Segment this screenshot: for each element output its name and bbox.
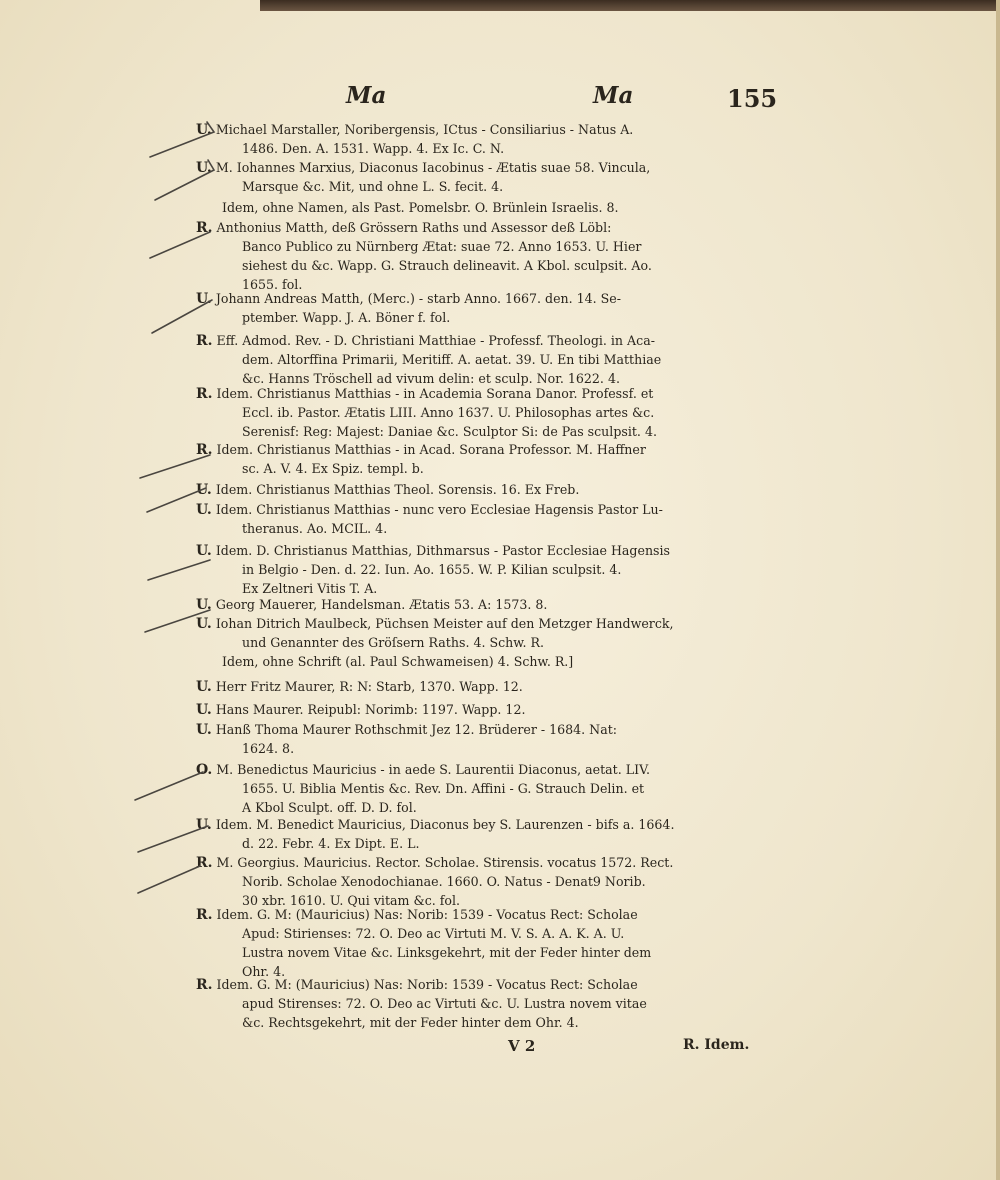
entry-text: Herr Fritz Maurer, R: N: Starb, 1370. Wapp. 12. bbox=[211, 679, 523, 694]
format-mark: U. bbox=[196, 291, 212, 307]
entry-first-line bbox=[196, 700, 758, 719]
entry-line: Norib. Scholae Xenodochianae. 1660. O. Natus - Denat9 Norib. bbox=[242, 874, 646, 889]
format-mark: R. bbox=[196, 855, 213, 871]
page-top-shadow bbox=[260, 0, 1000, 11]
entry-first-line bbox=[196, 120, 758, 139]
entry-first-line bbox=[196, 158, 758, 177]
entry-line: sc. A. V. 4. Ex Spiz. templ. b. bbox=[242, 461, 424, 476]
entry-line: 1486. Den. A. 1531. Wapp. 4. Ex Ic. C. N. bbox=[242, 141, 505, 156]
entry-line: Eccl. ib. Pastor. Ætatis LIII. Anno 1637. U. Philosophas artes &c. bbox=[242, 405, 655, 420]
entry-first-line bbox=[196, 595, 758, 614]
format-mark: U. bbox=[196, 722, 212, 738]
entry-line: Apud: Stirienses: 72. O. Deo ac Virtuti M. V. S. A. A. K. A. U. bbox=[242, 926, 625, 941]
entry-text: Idem. Christianus Matthias - nunc vero Ecclesiae Hagensis Pastor Lu- bbox=[211, 502, 663, 517]
format-mark: U. bbox=[196, 817, 212, 833]
format-mark: R. bbox=[196, 220, 213, 236]
catalogue-entry bbox=[196, 720, 758, 758]
entry-text: Idem. G. M: (Mauricius) Nas: Norib: 1539 - Vocatus Rect: Scholae bbox=[212, 977, 638, 992]
running-head-left: Ma bbox=[346, 82, 387, 109]
catalogue-entry bbox=[196, 700, 758, 719]
entry-line: Idem, ohne Schrift (al. Paul Schwameisen) 4. Schw. R.] bbox=[222, 654, 574, 669]
catalogue-entry bbox=[196, 440, 758, 478]
entry-text: Iohan Ditrich Maulbeck, Püchsen Meister auf den Metzger Handwerck, bbox=[211, 616, 674, 631]
catalogue-entry bbox=[196, 853, 758, 910]
entry-text: Idem. Christianus Matthias - in Academia Sorana Danor. Professf. et bbox=[212, 386, 654, 401]
entry-first-line bbox=[196, 541, 758, 560]
format-mark: O. bbox=[196, 762, 213, 778]
entry-first-line bbox=[196, 975, 758, 994]
entry-text: Idem. Christianus Matthias Theol. Sorensis. 16. Ex Freb. bbox=[211, 482, 580, 497]
entry-first-line bbox=[196, 677, 758, 696]
format-mark: U. bbox=[196, 597, 212, 613]
catalogue-entry bbox=[222, 198, 784, 217]
running-head-right: Ma bbox=[593, 82, 634, 109]
entry-first-line bbox=[196, 905, 758, 924]
entry-text: Idem. G. M: (Mauricius) Nas: Norib: 1539 - Vocatus Rect: Scholae bbox=[212, 907, 638, 922]
format-mark: R. bbox=[196, 977, 213, 993]
catalogue-entry bbox=[196, 614, 758, 652]
entry-first-line bbox=[196, 480, 758, 499]
entry-first-line bbox=[196, 384, 758, 403]
format-mark: U. bbox=[196, 122, 212, 138]
entry-first-line bbox=[196, 331, 758, 350]
catalogue-entry bbox=[196, 120, 758, 158]
entry-text: M. Benedictus Mauricius - in aede S. Laurentii Diaconus, aetat. LIV. bbox=[212, 762, 650, 777]
entry-text: Hanß Thoma Maurer Rothschmit Jez 12. Brüderer - 1684. Nat: bbox=[211, 722, 618, 737]
entry-line: ptember. Wapp. J. A. Böner f. fol. bbox=[242, 310, 451, 325]
entry-line: Marsque &c. Mit, und ohne L. S. fecit. 4. bbox=[242, 179, 504, 194]
entry-text: Hans Maurer. Reipubl: Norimb: 1197. Wapp. 12. bbox=[211, 702, 526, 717]
entry-first-line bbox=[196, 720, 758, 739]
entry-first-line bbox=[196, 760, 758, 779]
entry-text: M. Iohannes Marxius, Diaconus Iacobinus - Ætatis suae 58. Vincula, bbox=[211, 160, 651, 175]
entry-line: 1655. fol. bbox=[242, 277, 303, 292]
page-right-edge bbox=[996, 0, 1000, 1180]
entry-text: Idem. D. Christianus Matthias, Dithmarsus - Pastor Ecclesiae Hagensis bbox=[211, 543, 671, 558]
entry-line: d. 22. Febr. 4. Ex Dipt. E. L. bbox=[242, 836, 420, 851]
entry-line: Ohr. 4. bbox=[242, 964, 286, 979]
entry-text: Johann Andreas Matth, (Merc.) - starb Anno. 1667. den. 14. Se- bbox=[211, 291, 622, 306]
format-mark: R. bbox=[196, 386, 213, 402]
entry-text: Idem. M. Benedict Mauricius, Diaconus bey S. Laurenzen - bifs a. 1664. bbox=[211, 817, 675, 832]
entry-line: &c. Hanns Tröschell ad vivum delin: et sculp. Nor. 1622. 4. bbox=[242, 371, 620, 386]
entry-line: siehest du &c. Wapp. G. Strauch delineavit. A Kbol. sculpsit. Ao. bbox=[242, 258, 652, 273]
entry-first-line bbox=[196, 289, 758, 308]
entry-line: theranus. Ao. MCIL. 4. bbox=[242, 521, 388, 536]
catalogue-entry bbox=[196, 500, 758, 538]
catalogue-entry bbox=[196, 384, 758, 441]
format-mark: R. bbox=[196, 442, 213, 458]
entry-first-line bbox=[196, 614, 758, 633]
entry-line: 30 xbr. 1610. U. Qui vitam &c. fol. bbox=[242, 893, 461, 908]
catalogue-entry bbox=[196, 975, 758, 1032]
catalogue-entry bbox=[196, 760, 758, 817]
format-mark: U. bbox=[196, 616, 212, 632]
entry-line: dem. Altorffina Primarii, Meritiff. A. aetat. 39. U. En tibi Matthiae bbox=[242, 352, 662, 367]
format-mark: R. bbox=[196, 907, 213, 923]
entry-text: Georg Mauerer, Handelsman. Ætatis 53. A: 1573. 8. bbox=[211, 597, 548, 612]
format-mark: U. bbox=[196, 543, 212, 559]
entry-line: und Genannter des Gröſsern Raths. 4. Schw. R. bbox=[242, 635, 545, 650]
entry-text: M. Georgius. Mauricius. Rector. Scholae. Stirensis. vocatus 1572. Rect. bbox=[212, 855, 674, 870]
catchword: R. Idem. bbox=[683, 1037, 750, 1053]
entry-text: Anthonius Matth, deß Grössern Raths und Assessor deß Löbl: bbox=[212, 220, 612, 235]
entry-first-line bbox=[196, 815, 758, 834]
entry-line: 1655. U. Biblia Mentis &c. Rev. Dn. Affini - G. Strauch Delin. et bbox=[242, 781, 645, 796]
entry-text: Idem. Christianus Matthias - in Acad. Sorana Professor. M. Haffner bbox=[212, 442, 646, 457]
format-mark: U. bbox=[196, 502, 212, 518]
catalogue-entry bbox=[196, 541, 758, 598]
catalogue-entry bbox=[196, 158, 758, 196]
catalogue-entry bbox=[196, 905, 758, 981]
catalogue-entry bbox=[196, 289, 758, 327]
pencil-stroke bbox=[135, 772, 203, 800]
format-mark: U. bbox=[196, 482, 212, 498]
catalogue-entry bbox=[196, 331, 758, 388]
entry-line: Lustra novem Vitae &c. Linksgekehrt, mit der Feder hinter dem bbox=[242, 945, 652, 960]
entry-first-line bbox=[196, 500, 758, 519]
page-number: 155 bbox=[727, 84, 778, 113]
entry-line: apud Stirenses: 72. O. Deo ac Virtuti &c. U. Lustra novem vitae bbox=[242, 996, 647, 1011]
entry-line: in Belgio - Den. d. 22. Iun. Ao. 1655. W. P. Kilian sculpsit. 4. bbox=[242, 562, 622, 577]
catalogue-entry bbox=[196, 815, 758, 853]
entry-first-line bbox=[196, 218, 758, 237]
pencil-stroke bbox=[138, 866, 200, 893]
catalogue-entry bbox=[196, 677, 758, 696]
entry-line: A Kbol Sculpt. off. D. D. fol. bbox=[242, 800, 417, 815]
signature-mark: V 2 bbox=[508, 1037, 536, 1055]
entry-line: 1624. 8. bbox=[242, 741, 295, 756]
entry-line: Banco Publico zu Nürnberg Ætat: suae 72. Anno 1653. U. Hier bbox=[242, 239, 642, 254]
format-mark: U. bbox=[196, 679, 212, 695]
catalogue-entry bbox=[196, 595, 758, 614]
entry-text: Eff. Admod. Rev. - D. Christiani Matthiae - Professf. Theologi. in Aca- bbox=[212, 333, 655, 348]
entry-first-line bbox=[196, 853, 758, 872]
entry-line: &c. Rechtsgekehrt, mit der Feder hinter dem Ohr. 4. bbox=[242, 1015, 579, 1030]
catalogue-entry bbox=[196, 218, 758, 294]
entry-line: Serenisf: Reg: Majest: Daniae &c. Sculptor Si: de Pas sculpsit. 4. bbox=[242, 424, 657, 439]
entry-first-line bbox=[196, 440, 758, 459]
format-mark: U. bbox=[196, 160, 212, 176]
catalogue-entry bbox=[222, 652, 784, 671]
format-mark: U. bbox=[196, 702, 212, 718]
entry-line: Ex Zeltneri Vitis T. A. bbox=[242, 581, 378, 596]
catalogue-entry bbox=[196, 480, 758, 499]
entry-text: Michael Marstaller, Noribergensis, ICtus - Consiliarius - Natus A. bbox=[211, 122, 634, 137]
format-mark: R. bbox=[196, 333, 213, 349]
entry-line: Idem, ohne Namen, als Past. Pomelsbr. O. Brünlein Israelis. 8. bbox=[222, 200, 619, 215]
